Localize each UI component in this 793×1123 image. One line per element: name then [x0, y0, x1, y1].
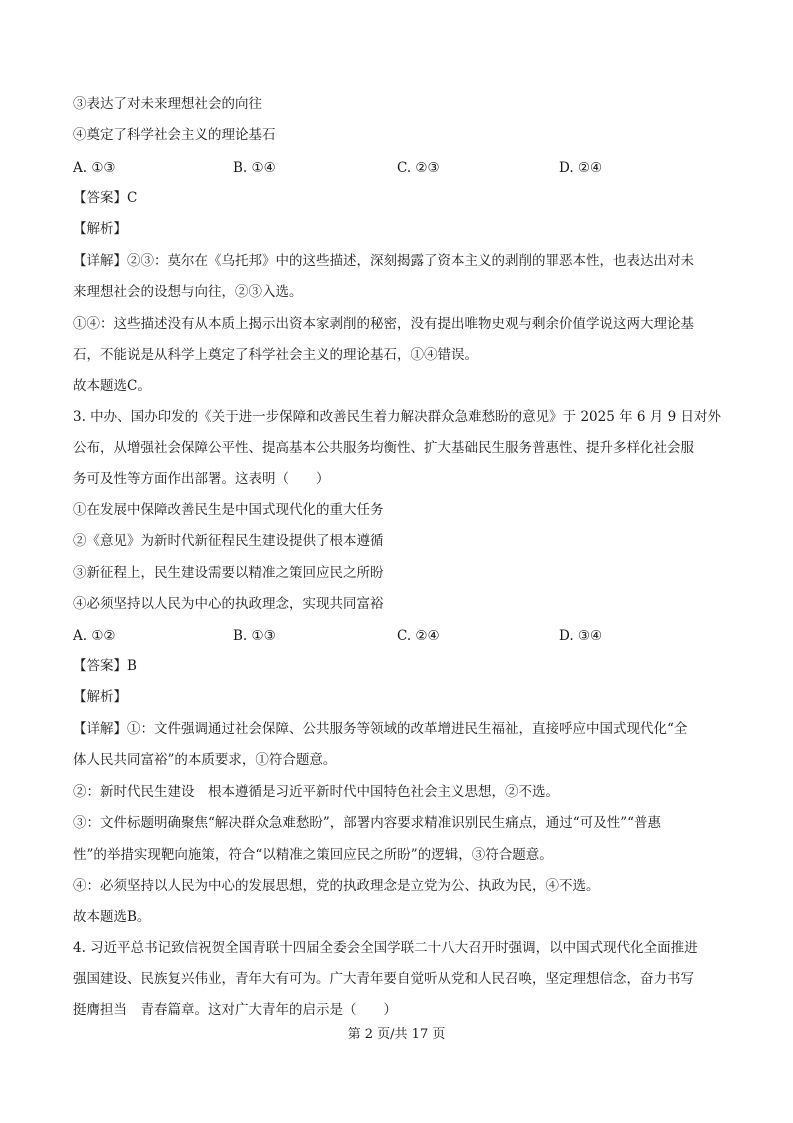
q3-answer: 【答案】B: [73, 658, 137, 674]
q3-detail-2: ②：新时代民生建设 根本遵循是习近平新时代中国特色社会主义思想，②不选。: [73, 784, 559, 800]
q4-stem-1: 4. 习近平总书记致信祝贺全国青联十四届全委会全国学联二十八大召开时强调，以中国式现代化全面推进: [73, 940, 698, 956]
q3-analysis-heading: 【解析】: [73, 689, 127, 705]
q3-detail-3a: ③：文件标题明确聚焦“解决群众急难愁盼”，部署内容要求精准识别民生痛点，通过“可及性”“普惠: [73, 815, 662, 831]
q3-detail-1b: 体人民共同富裕”的本质要求，①符合题意。: [73, 752, 337, 768]
q2-option-a: A. ①③: [73, 160, 116, 176]
q3-stem-3: 务可及性等方面作出部署。这表明（ ）: [73, 471, 330, 487]
q2-detail-2b: 石，不能说是从科学上奠定了科学社会主义的理论基石，①④错误。: [73, 347, 478, 363]
q2-detail-2a: ①④：这些描述没有从本质上揭示出资本家剥削的秘密，没有提出唯物史观与剩余价值学说这两大理论基: [73, 316, 694, 332]
q2-detail-1a: 【详解】②③：莫尔在《乌托邦》中的这些描述，深刻揭露了资本主义的剥削的罪恶本性，也表达出对未: [73, 253, 694, 269]
q4-stem-3: 挺膺担当 青春篇章。这对广大青年的启示是（ ）: [73, 1002, 397, 1018]
q3-stem-2: 公布，从增强社会保障公平性、提高基本公共服务均衡性、扩大基础民生服务普惠性、提升多样化社会服: [73, 440, 694, 456]
q3-statement-4: ④必须坚持以人民为中心的执政理念，实现共同富裕: [73, 596, 384, 612]
q2-option-b: B. ①④: [233, 160, 276, 176]
q4-stem-2: 强国建设、民族复兴伟业，青年大有可为。广大青年要自觉听从党和人民召唤，坚定理想信念，奋力书写: [73, 971, 694, 987]
q3-option-a: A. ①②: [73, 628, 116, 644]
q3-option-b: B. ①③: [233, 628, 276, 644]
q3-option-d: D. ③④: [559, 628, 603, 644]
q3-statement-3: ③新征程上，民生建设需要以精准之策回应民之所盼: [73, 565, 384, 581]
q3-detail-4: ④：必须坚持以人民为中心的发展思想，党的执政理念是立党为公、执政为民，④不选。: [73, 878, 600, 894]
q2-option-d: D. ②④: [559, 160, 603, 176]
q3-options: [73, 626, 728, 646]
q2-statement-4: ④奠定了科学社会主义的理论基石: [73, 127, 276, 143]
q2-detail-1b: 来理想社会的设想与向往，②③入选。: [73, 284, 303, 300]
q3-statement-1: ①在发展中保障改善民生是中国式现代化的重大任务: [73, 502, 384, 518]
q2-options: [73, 158, 728, 178]
q3-stem-1: 3. 中办、国办印发的《关于进一步保障和改善民生着力解决群众急难愁盼的意见》于 2025 年 6 月 9 日对外: [73, 409, 721, 425]
q2-option-c: C. ②③: [397, 160, 440, 176]
q3-statement-2: ②《意见》为新时代新征程民生建设提供了根本遵循: [73, 533, 384, 549]
q3-conclusion: 故本题选B。: [73, 909, 151, 925]
q2-statement-3: ③表达了对未来理想社会的向往: [73, 96, 262, 112]
q3-option-c: C. ②④: [397, 628, 440, 644]
q2-answer: 【答案】C: [73, 190, 138, 206]
q2-analysis-heading: 【解析】: [73, 221, 127, 237]
q2-conclusion: 故本题选C。: [73, 378, 151, 394]
q3-detail-1a: 【详解】①：文件强调通过社会保障、公共服务等领域的改革增进民生福祉，直接呼应中国式现代化“全: [73, 721, 688, 737]
q3-detail-3b: 性”的举措实现靶向施策，符合“以精准之策回应民之所盼”的逻辑，③符合题意。: [73, 847, 553, 863]
page-footer: 第 2 页/共 17 页: [347, 1027, 446, 1042]
